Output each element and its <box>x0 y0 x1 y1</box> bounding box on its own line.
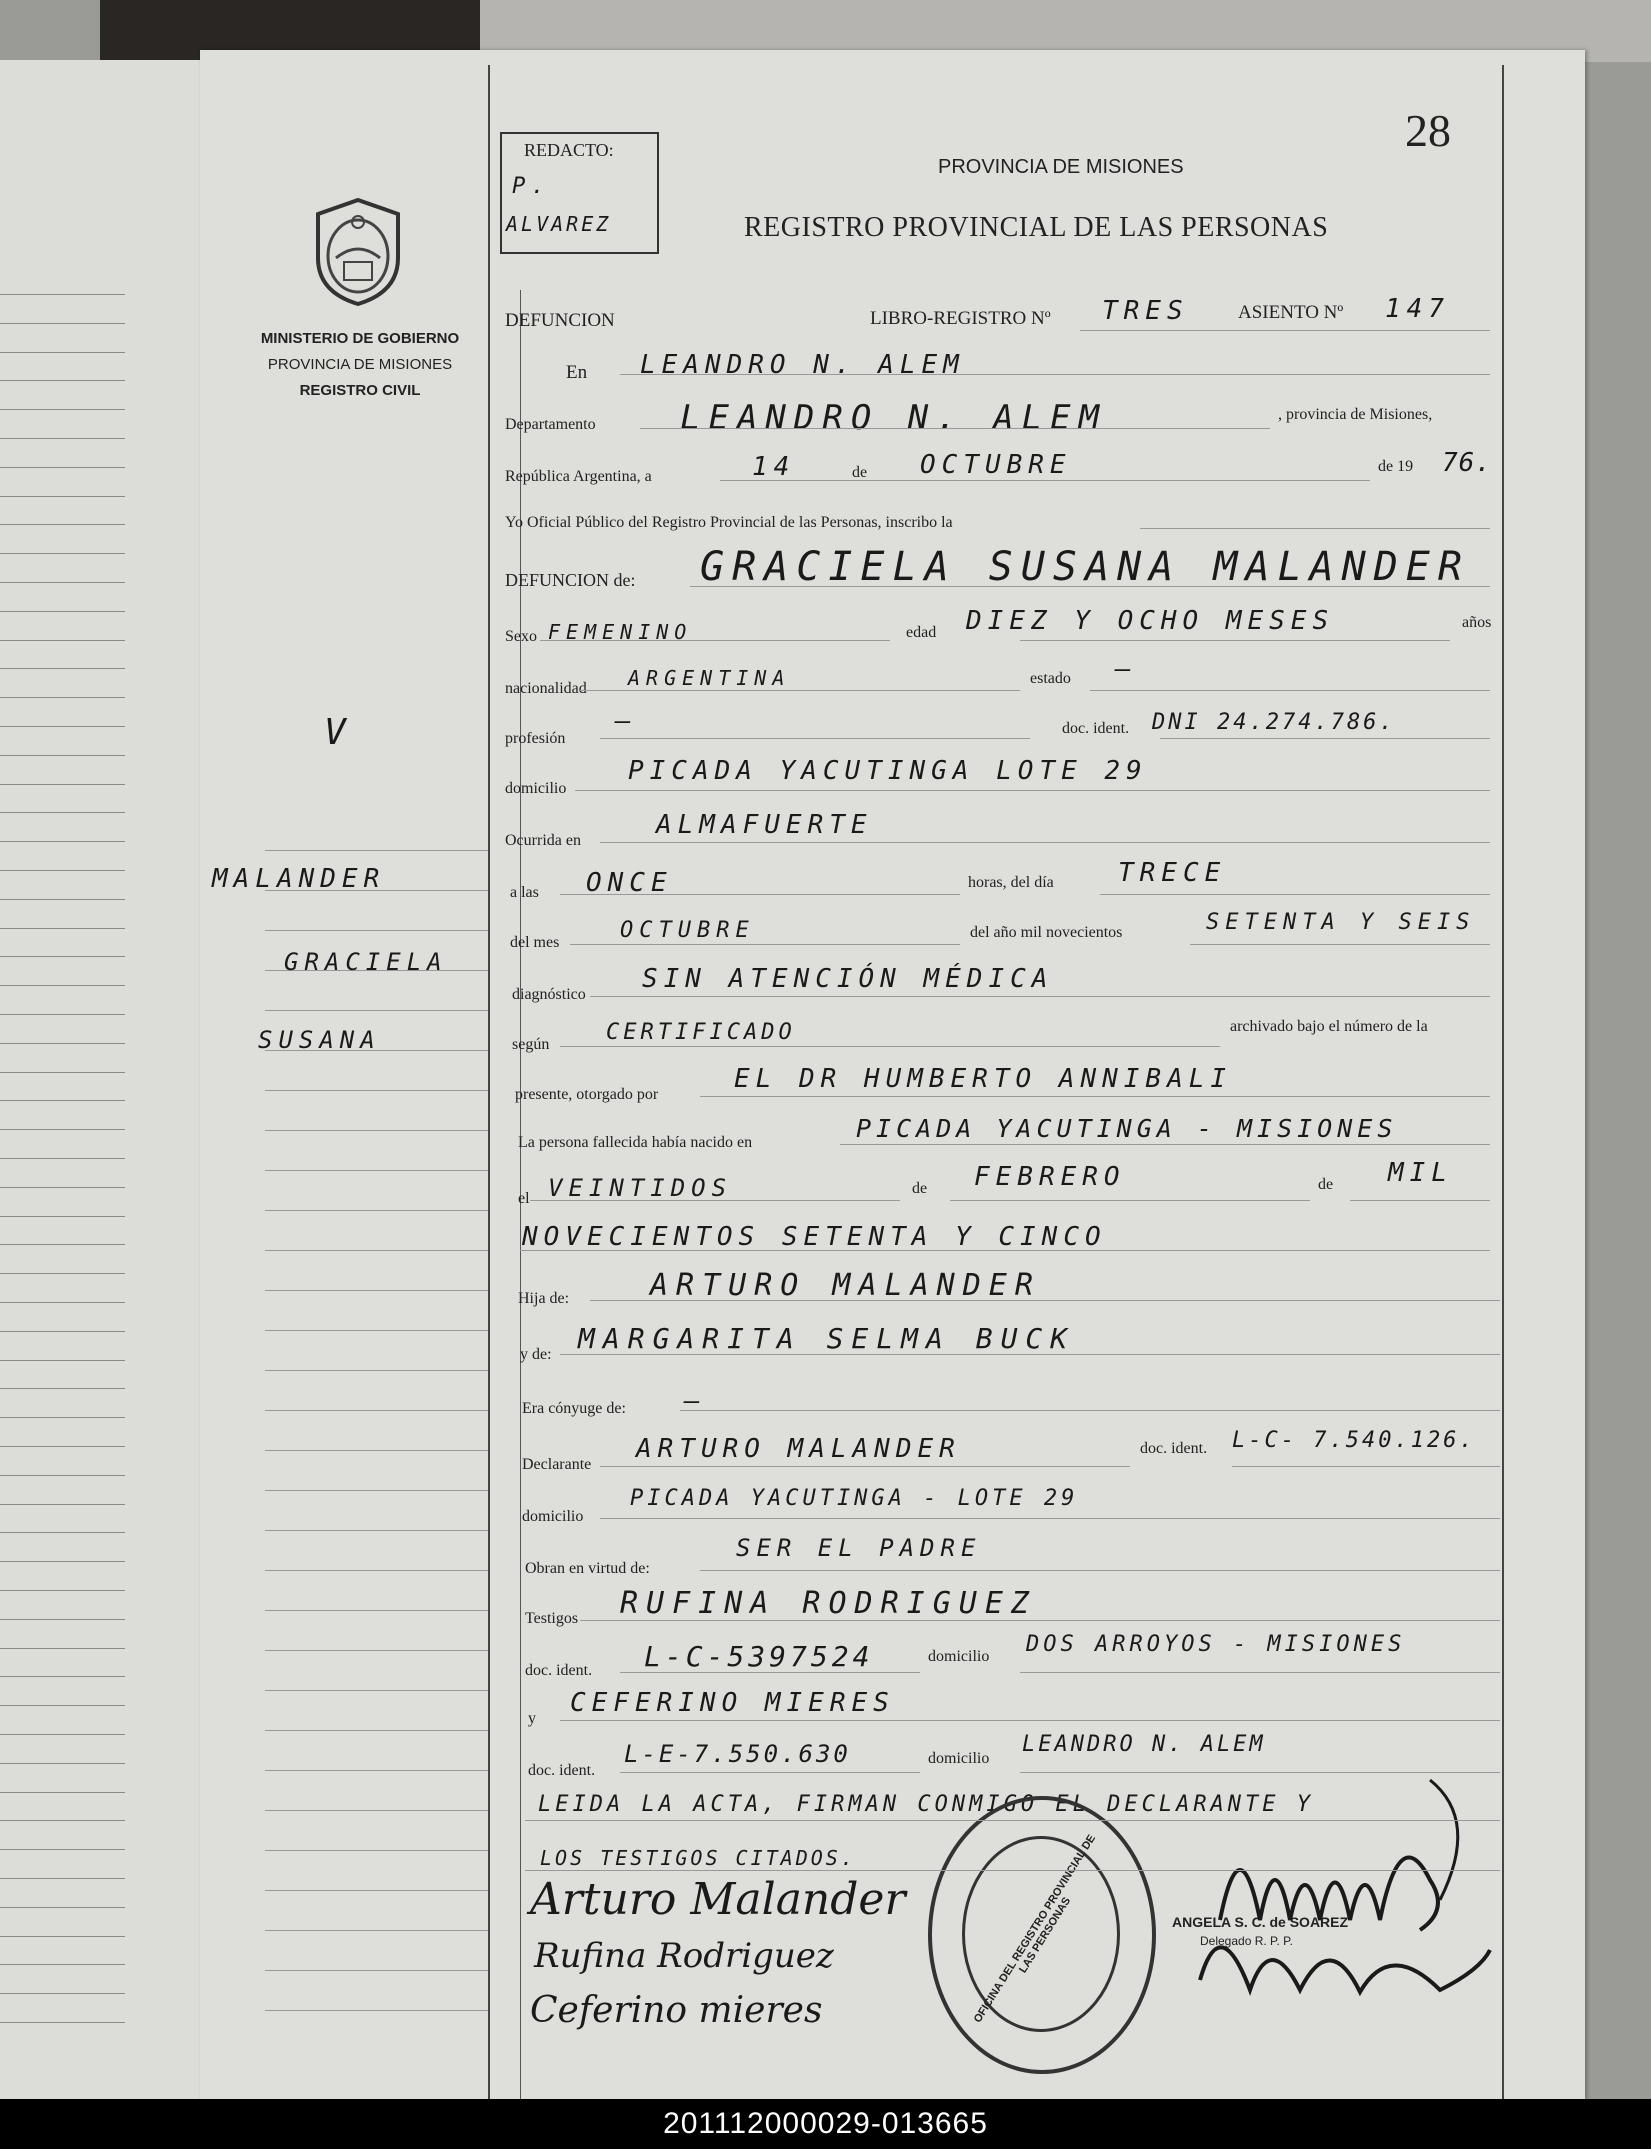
left-page-rule <box>0 1216 125 1217</box>
form-underline <box>580 690 1020 691</box>
margin-rule <box>265 1370 490 1371</box>
left-page-rule <box>0 1446 125 1447</box>
left-page-rule <box>0 1504 125 1505</box>
conyuge-value: — <box>684 1386 706 1416</box>
edad-value: DIEZ Y OCHO MESES <box>966 606 1335 636</box>
form-underline <box>700 1570 1500 1571</box>
form-underline <box>1020 640 1450 641</box>
signature-testigo-2: Ceferino mieres <box>530 1990 823 2031</box>
yde-label: y de: <box>520 1346 552 1363</box>
left-page-rule <box>0 1273 125 1274</box>
republica-label: República Argentina, a <box>505 468 652 485</box>
form-underline <box>1190 944 1490 945</box>
form-underline <box>720 480 1370 481</box>
margin-rule <box>265 1250 490 1251</box>
left-page-rule <box>0 1187 125 1188</box>
form-underline <box>530 1200 900 1201</box>
form-underline <box>590 996 1490 997</box>
delmes-label: del mes <box>510 934 560 951</box>
signature-testigo-1: Rufina Rodriguez <box>534 1936 834 1976</box>
left-page-rule <box>0 640 125 641</box>
officer-signature-icon <box>1180 1760 1500 2060</box>
doc-ident-value-4: L-E-7.550.630 <box>624 1740 851 1768</box>
alas-label: a las <box>510 884 539 901</box>
province-coat-of-arms-icon <box>308 196 408 308</box>
left-page-rule <box>0 697 125 698</box>
left-page-rule <box>0 1763 125 1764</box>
margin-rule <box>265 1170 490 1171</box>
nacionalidad-label: nacionalidad <box>505 680 587 697</box>
doc-ident-label-2: doc. ident. <box>1140 1440 1208 1457</box>
domicilio-value-1: PICADA YACUTINGA LOTE 29 <box>628 756 1148 786</box>
hija-label: Hija de: <box>518 1290 570 1307</box>
form-underline <box>680 1410 1500 1411</box>
redacto-value-1: P. <box>512 174 551 199</box>
inscribo-text: Yo Oficial Público del Registro Provincial de las Personas, inscribo la <box>505 514 953 531</box>
left-page-rule <box>0 784 125 785</box>
left-page-rule <box>0 1388 125 1389</box>
domicilio-label-2: domicilio <box>522 1508 584 1525</box>
left-page-rule <box>0 1648 125 1649</box>
departamento-suffix: , provincia de Misiones, <box>1278 406 1433 423</box>
margin-rule <box>265 1010 490 1011</box>
defuncion-label: DEFUNCION <box>505 310 615 331</box>
departamento-label: Departamento <box>505 416 596 433</box>
form-underline <box>1080 330 1490 331</box>
left-page-rule <box>0 928 125 929</box>
margin-rule <box>265 850 490 851</box>
alas-value: ONCE <box>586 868 673 898</box>
mil-value: MIL <box>1388 1158 1453 1188</box>
domicilio-label-4: domicilio <box>928 1750 990 1767</box>
el-label: el <box>518 1190 530 1207</box>
left-page-rule <box>0 1705 125 1706</box>
left-page-rule <box>0 611 125 612</box>
redacto-label: REDACTO: <box>524 140 614 160</box>
left-page-rule <box>0 1158 125 1159</box>
nacido-value: PICADA YACUTINGA - MISIONES <box>856 1114 1398 1143</box>
form-underline <box>570 944 960 945</box>
year-value: 76. <box>1442 448 1492 478</box>
left-page-rule <box>0 409 125 410</box>
left-page-rule <box>0 812 125 813</box>
margin-rule <box>265 1730 490 1731</box>
margin-rule <box>265 1330 490 1331</box>
margin-rule <box>265 1890 490 1891</box>
margin-rule <box>265 2010 490 2011</box>
margin-rule <box>265 1850 490 1851</box>
left-page-rule <box>0 1964 125 1965</box>
redacto-box <box>500 132 659 254</box>
yde-value: MARGARITA SELMA BUCK <box>578 1322 1076 1355</box>
testigo-2-value: CEFERINO MIERES <box>570 1688 895 1718</box>
left-page-rule <box>0 352 125 353</box>
left-page-rule <box>0 553 125 554</box>
left-page-rule <box>0 467 125 468</box>
de-label-2: de <box>912 1180 928 1197</box>
y-label: y <box>528 1710 536 1727</box>
document-id-bar: 201112000029-013665 <box>0 2099 1651 2149</box>
presente-value: EL DR HUMBERTO ANNIBALI <box>734 1064 1233 1094</box>
margin-rule <box>265 930 490 931</box>
segun-value: CERTIFICADO <box>606 1020 796 1045</box>
left-page-rule <box>0 1734 125 1735</box>
sexo-label: Sexo <box>505 628 537 645</box>
asiento-value: 147 <box>1385 294 1450 324</box>
form-underline <box>600 1518 1500 1519</box>
form-underline <box>840 1144 1490 1145</box>
left-page-rule <box>0 294 125 295</box>
form-underline <box>575 790 1490 791</box>
margin-rule <box>265 1570 490 1571</box>
left-page-rule <box>0 1878 125 1879</box>
form-underline <box>1100 894 1490 895</box>
estado-label: estado <box>1030 670 1071 687</box>
libro-label: LIBRO-REGISTRO Nº <box>870 308 1051 329</box>
registry-seal-icon <box>928 1796 1156 2074</box>
margin-rule <box>265 1970 490 1971</box>
form-underline <box>560 1046 1220 1047</box>
diagnostico-value: SIN ATENCIÓN MÉDICA <box>642 964 1054 994</box>
el-value: VEINTIDOS <box>548 1174 733 1202</box>
margin-rule <box>265 1930 490 1931</box>
left-page-rule <box>0 380 125 381</box>
day-value: 14 <box>752 452 796 482</box>
diagnostico-label: diagnóstico <box>512 986 586 1003</box>
left-page-rule <box>0 1014 125 1015</box>
form-underline <box>600 842 1490 843</box>
margin-rule <box>265 1410 490 1411</box>
form-underline <box>1350 1200 1490 1201</box>
form-underline <box>1140 528 1490 529</box>
margin-name-2: SUSANA <box>258 1026 381 1054</box>
nacionalidad-value: ARGENTINA <box>628 666 791 690</box>
left-page-rule <box>0 841 125 842</box>
form-underline <box>950 1200 1310 1201</box>
domicilio-label-1: domicilio <box>505 780 567 797</box>
form-underline <box>1090 690 1490 691</box>
margin-rule <box>265 1530 490 1531</box>
doc-ident-label-1: doc. ident. <box>1062 720 1130 737</box>
obran-value: SER EL PADRE <box>736 1534 982 1562</box>
form-underline <box>1232 1466 1500 1467</box>
en-value: LEANDRO N. ALEM <box>640 350 965 380</box>
margin-name-1: GRACIELA <box>284 948 448 976</box>
form-underline <box>525 1870 1500 1871</box>
testigo-1-value: RUFINA RODRIGUEZ <box>620 1586 1037 1621</box>
de-label-1: de <box>852 464 868 481</box>
ministry-line-2: PROVINCIA DE MISIONES <box>267 356 453 373</box>
form-underline <box>525 1820 1500 1821</box>
margin-rule <box>265 1650 490 1651</box>
margin-rule <box>265 1130 490 1131</box>
profesion-value: — <box>615 706 637 736</box>
margin-rule <box>265 1490 490 1491</box>
left-page-rule <box>0 870 125 871</box>
horas-label: horas, del día <box>968 874 1054 891</box>
segun-label: según <box>512 1036 550 1053</box>
margin-rule <box>265 1770 490 1771</box>
left-page-rule <box>0 1475 125 1476</box>
left-page-rule <box>0 438 125 439</box>
margin-check-mark: V <box>324 712 352 753</box>
ministry-line-3: REGISTRO CIVIL <box>299 382 421 399</box>
ano-value: SETENTA Y SEIS <box>1206 910 1476 935</box>
left-page-rule <box>0 1561 125 1562</box>
left-page-rule <box>0 1532 125 1533</box>
ocurrida-label: Ocurrida en <box>505 832 581 849</box>
margin-rule <box>265 1690 490 1691</box>
domicilio-value-4: LEANDRO N. ALEM <box>1022 1732 1266 1757</box>
left-page-rule <box>0 582 125 583</box>
form-underline <box>620 1772 920 1773</box>
left-page-rule <box>0 1820 125 1821</box>
left-page-rule <box>0 1792 125 1793</box>
form-left-rule <box>488 65 490 2100</box>
left-page-rule <box>0 1619 125 1620</box>
ocurrida-value: ALMAFUERTE <box>656 810 873 840</box>
mes-value: OCTUBRE <box>620 918 755 943</box>
left-page-rule <box>0 985 125 986</box>
closing-line-2: LOS TESTIGOS CITADOS. <box>540 1846 856 1870</box>
dia-value: TRECE <box>1118 858 1227 888</box>
page-number: 28 <box>1405 105 1451 156</box>
left-page-rule <box>0 496 125 497</box>
archivado-label: archivado bajo el número de la <box>1230 1018 1428 1035</box>
anos-label: años <box>1462 614 1492 631</box>
declarante-label: Declarante <box>522 1456 592 1473</box>
form-underline <box>600 738 1030 739</box>
left-page-rule <box>0 1907 125 1908</box>
conyuge-label: Era cónyuge de: <box>522 1400 626 1417</box>
form-underline <box>620 1672 920 1673</box>
presente-label: presente, otorgado por <box>515 1086 659 1103</box>
estado-value: — <box>1115 654 1137 684</box>
left-page-rule <box>0 899 125 900</box>
en-label: En <box>566 362 588 383</box>
form-underline <box>640 428 1270 429</box>
seal-text: OFICINA DEL REGISTRO PROVINCIAL DE LAS PERSONAS <box>971 1832 1099 2025</box>
registry-title: REGISTRO PROVINCIAL DE LAS PERSONAS <box>744 212 1329 243</box>
left-page-rule <box>0 1849 125 1850</box>
sexo-value: FEMENINO <box>548 620 693 644</box>
form-right-rule <box>1502 65 1504 2100</box>
margin-surname: MALANDER <box>212 864 386 894</box>
left-page-rule <box>0 1331 125 1332</box>
left-page-rule <box>0 1993 125 1994</box>
margin-rule <box>265 1610 490 1611</box>
left-page-rule <box>0 1676 125 1677</box>
doc-ident-value-2: L-C- 7.540.126. <box>1232 1428 1476 1453</box>
margin-rule <box>265 1090 490 1091</box>
province-heading: PROVINCIA DE MISIONES <box>938 156 1184 178</box>
profesion-label: profesión <box>505 730 566 747</box>
form-underline <box>560 1720 1500 1721</box>
form-underline <box>600 1466 1130 1467</box>
officer-stamp-name: ANGELA S. C. de SOAREZ <box>1172 1914 1349 1930</box>
signature-declarante: Arturo Malander <box>530 1874 906 1925</box>
libro-value: TRES <box>1102 296 1189 326</box>
form-underline <box>1160 738 1490 739</box>
left-page-rule <box>0 726 125 727</box>
left-page-rule <box>0 1936 125 1937</box>
form-underline <box>620 374 1490 375</box>
doc-ident-label-4: doc. ident. <box>528 1762 596 1779</box>
left-page-rule <box>0 1360 125 1361</box>
left-page-rule <box>0 323 125 324</box>
redacto-value-2: ALVAREZ <box>506 212 612 236</box>
edad-label: edad <box>906 624 937 641</box>
closing-line-1: LEIDA LA ACTA, FIRMAN CONMIGO EL DECLARANTE Y <box>538 1792 1315 1817</box>
month-value: OCTUBRE <box>920 450 1072 480</box>
domicilio-label-3: domicilio <box>928 1648 990 1665</box>
asiento-label: ASIENTO Nº <box>1238 302 1344 323</box>
delano-label: del año mil novecientos <box>970 924 1123 941</box>
margin-rule <box>265 1210 490 1211</box>
febrero-value: FEBRERO <box>974 1162 1126 1192</box>
left-page-rule <box>0 956 125 957</box>
left-page-rule <box>0 1043 125 1044</box>
margin-rule <box>265 1290 490 1291</box>
left-page-rule <box>0 1100 125 1101</box>
left-page-rule <box>0 1129 125 1130</box>
hija-value: ARTURO MALANDER <box>650 1268 1041 1303</box>
left-page-rule <box>0 1244 125 1245</box>
doc-ident-value-3: L-C-5397524 <box>644 1640 874 1673</box>
left-page <box>0 60 202 2100</box>
de-label-3: de <box>1318 1176 1334 1193</box>
left-page-rule <box>0 755 125 756</box>
domicilio-value-2: PICADA YACUTINGA - LOTE 29 <box>630 1486 1079 1511</box>
form-underline <box>560 1354 1500 1355</box>
form-underline <box>700 1096 1490 1097</box>
form-underline <box>590 1300 1500 1301</box>
left-page-rule <box>0 1590 125 1591</box>
form-underline <box>560 894 960 895</box>
left-page-rule <box>0 1072 125 1073</box>
left-page-rule <box>0 1302 125 1303</box>
testigos-label: Testigos <box>525 1610 579 1627</box>
left-page-rule <box>0 1417 125 1418</box>
domicilio-value-3: DOS ARROYOS - MISIONES <box>1026 1632 1406 1657</box>
left-page-rule <box>0 524 125 525</box>
left-page-rule <box>0 668 125 669</box>
declarante-value: ARTURO MALANDER <box>636 1434 961 1464</box>
deceased-name: GRACIELA SUSANA MALANDER <box>700 544 1470 590</box>
left-page-rule <box>0 2022 125 2023</box>
form-underline <box>520 1250 1490 1251</box>
year-prefix: de 19 <box>1378 458 1414 475</box>
form-underline <box>540 640 890 641</box>
defuncion-de-label: DEFUNCION de: <box>505 570 636 590</box>
doc-ident-label-3: doc. ident. <box>525 1662 593 1679</box>
margin-rule <box>265 1810 490 1811</box>
departamento-value: LEANDRO N. ALEM <box>680 398 1108 438</box>
ministry-line-1: MINISTERIO DE GOBIERNO <box>260 330 460 347</box>
form-underline <box>1020 1772 1500 1773</box>
form-underline <box>690 586 1490 587</box>
obran-label: Obran en virtud de: <box>525 1560 650 1577</box>
doc-ident-value-1: DNI 24.274.786. <box>1152 710 1396 735</box>
form-underline <box>1020 1672 1500 1673</box>
margin-rule <box>265 1450 490 1451</box>
novecientos-value: NOVECIENTOS SETENTA Y CINCO <box>522 1222 1107 1252</box>
nacido-label: La persona fallecida había nacido en <box>518 1134 753 1151</box>
form-underline <box>580 1620 1500 1621</box>
officer-stamp-title: Delegado R. P. P. <box>1200 1934 1293 1948</box>
